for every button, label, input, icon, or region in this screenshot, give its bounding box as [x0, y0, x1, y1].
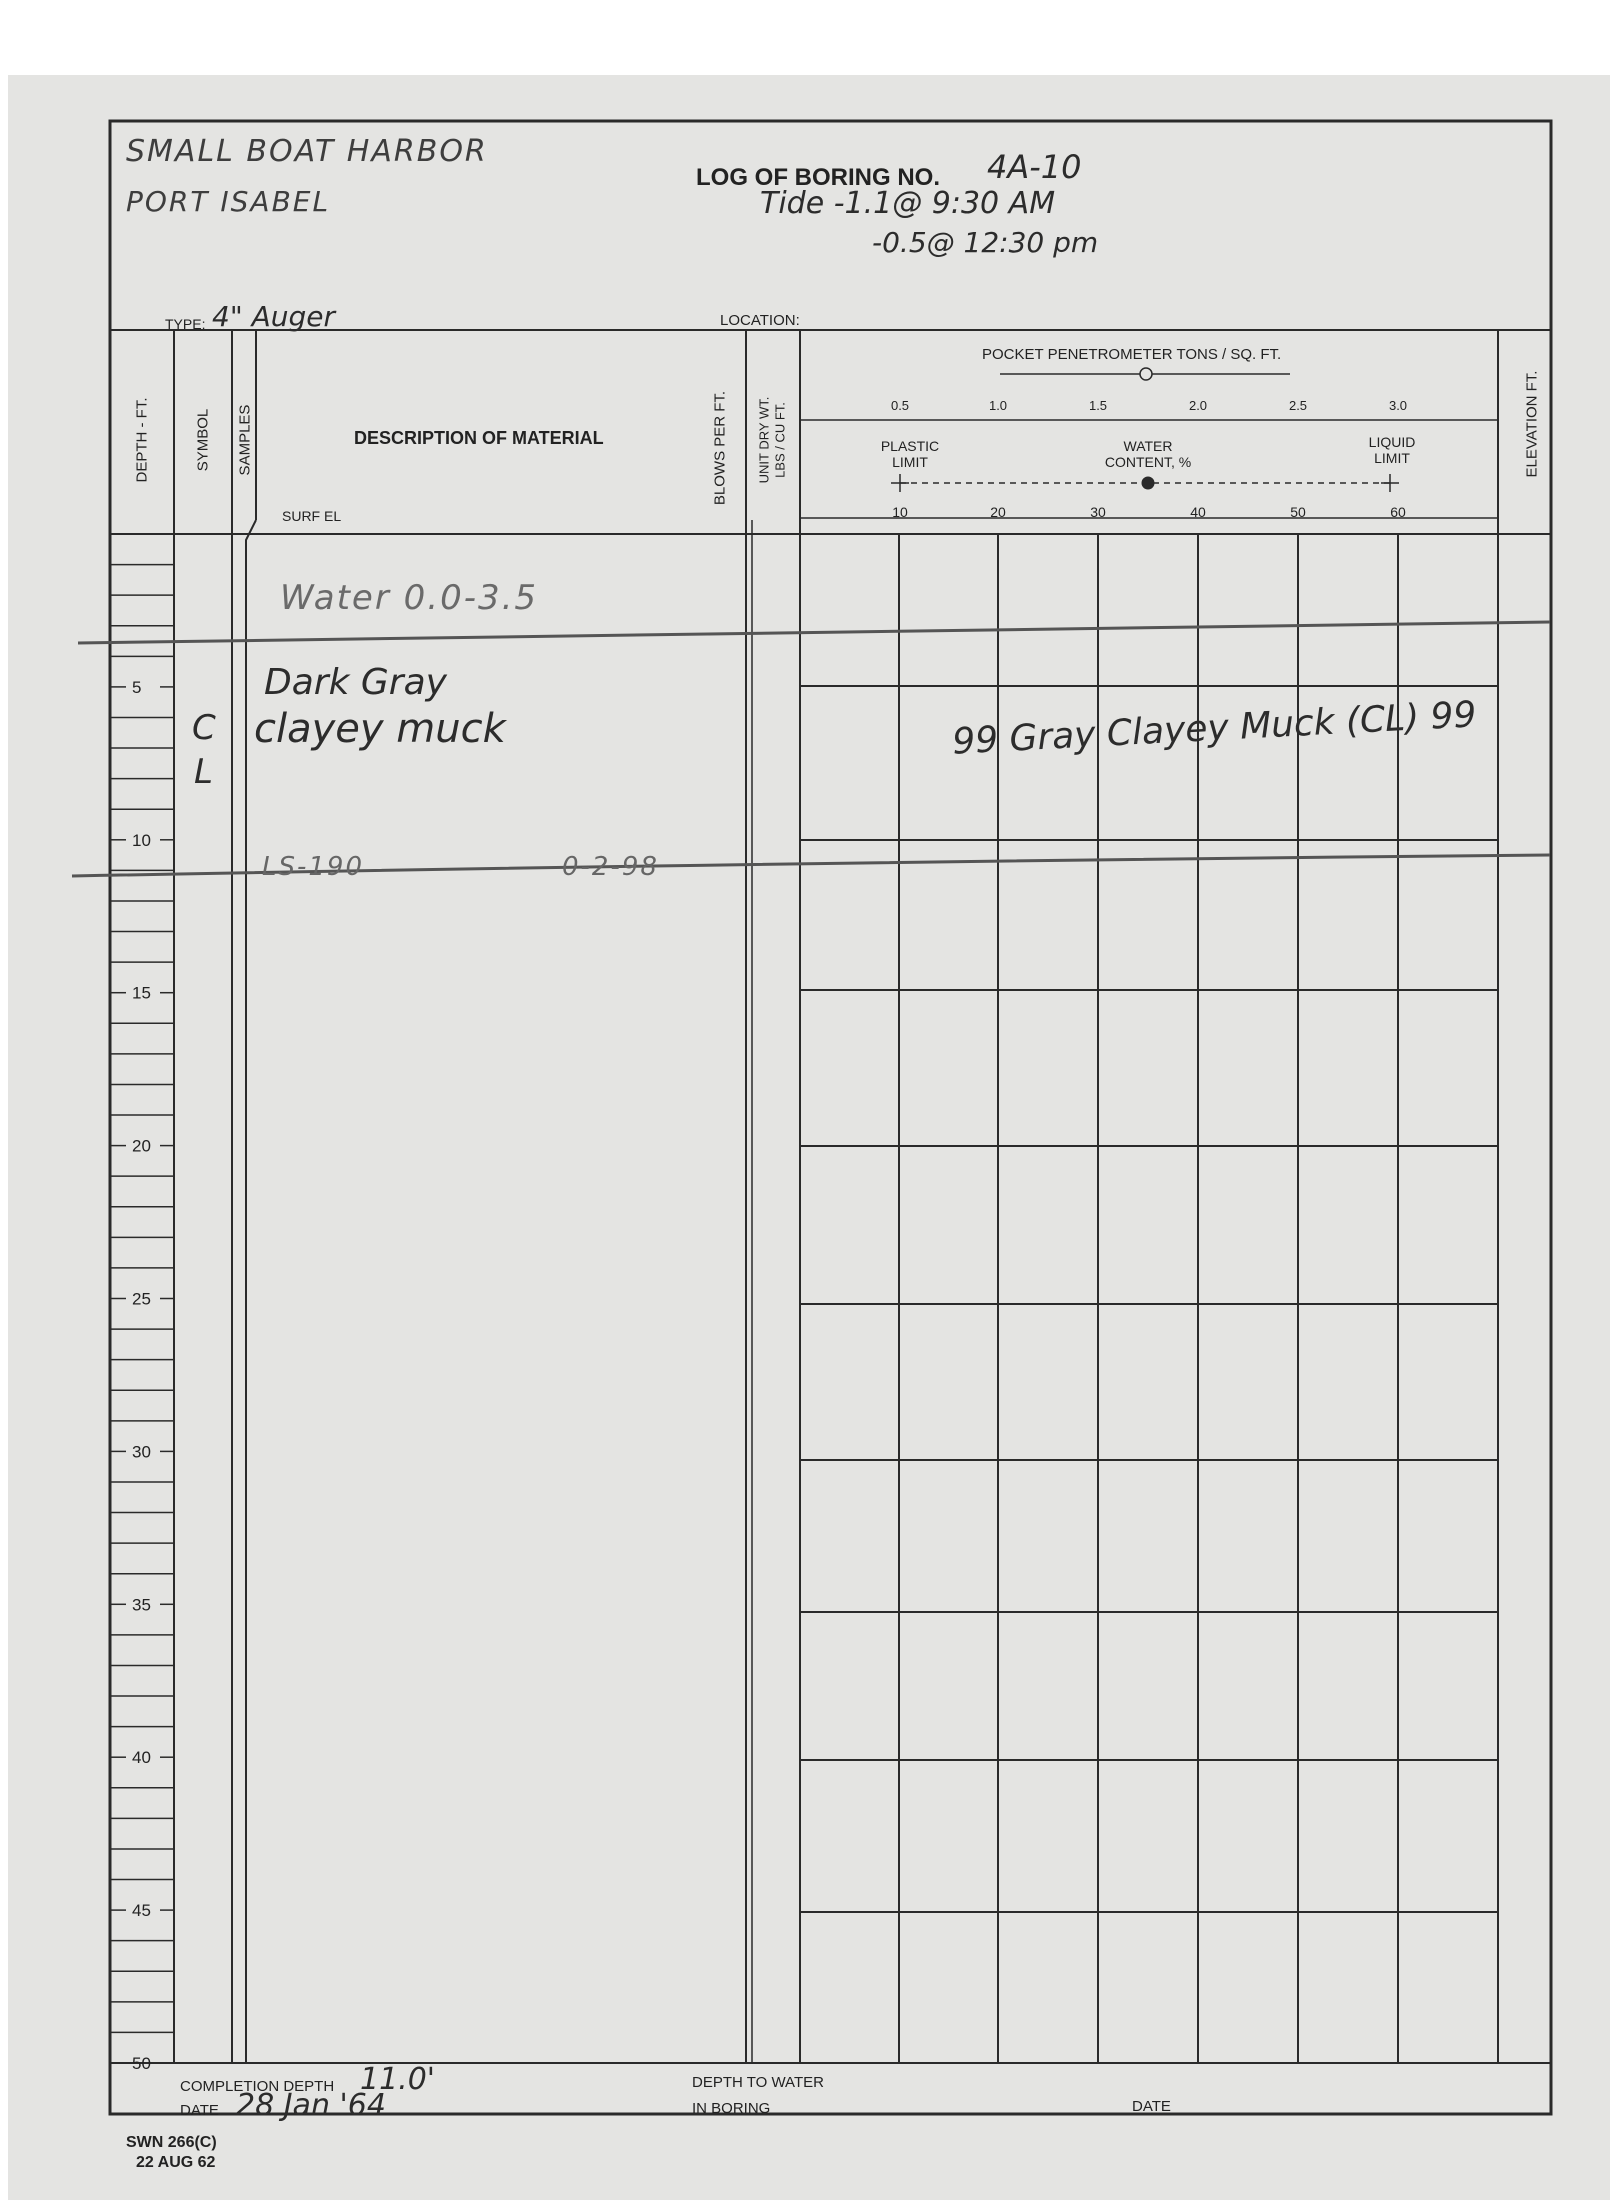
- surface-elevation-label: SURF EL: [282, 508, 342, 524]
- water-content-tick-label: 50: [1290, 504, 1306, 520]
- unit-dry-weight-header: UNIT DRY WT.: [756, 396, 772, 484]
- water-date-label: DATE: [1132, 2098, 1171, 2115]
- penetrometer-tick-label: 2.0: [1188, 398, 1208, 413]
- water-entry: Water 0.0-3.5: [280, 578, 539, 618]
- type-label: TYPE:: [165, 316, 206, 332]
- sample-number: LS-190: [262, 852, 364, 882]
- form-number: SWN 266(C): [126, 2134, 217, 2151]
- water-content-tick-label: 30: [1090, 504, 1106, 520]
- sample-date: 0-2-98: [562, 852, 659, 882]
- plastic-limit-label: PLASTIC LIMIT: [880, 438, 940, 470]
- symbol-c: C: [192, 708, 216, 748]
- completion-depth-value: 11.0': [360, 2062, 436, 2097]
- symbol-l: L: [194, 752, 213, 792]
- tide-note-1: Tide -1.1@ 9:30 AM: [760, 186, 1056, 221]
- elevation-column-header: ELEVATION FT.: [1523, 370, 1541, 478]
- depth-tick-label: 35: [132, 1595, 151, 1615]
- depth-to-water-label-2: IN BORING: [692, 2100, 771, 2117]
- depth-tick-label: 25: [132, 1289, 151, 1309]
- tide-note-2: -0.5@ 12:30 pm: [872, 226, 1099, 259]
- water-content-tick-label: 60: [1390, 504, 1406, 520]
- symbol-column-header: SYMBOL: [194, 408, 212, 472]
- depth-tick-label: 50: [132, 2054, 151, 2073]
- depth-tick-label: 20: [132, 1136, 151, 1156]
- description-line-1: Dark Gray: [264, 662, 447, 703]
- depth-tick-label: 40: [132, 1748, 151, 1768]
- description-column-header: DESCRIPTION OF MATERIAL: [354, 428, 604, 448]
- depth-tick-label: 30: [132, 1442, 151, 1462]
- depth-to-water-label: DEPTH TO WATER: [692, 2074, 824, 2091]
- type-value: 4" Auger: [212, 300, 336, 333]
- project-location: PORT ISABEL: [126, 185, 331, 218]
- depth-tick-label: 5: [132, 677, 142, 697]
- date-value: 28 Jan '64: [236, 2088, 386, 2123]
- depth-column-header: DEPTH - FT.: [133, 397, 151, 483]
- penetrometer-tick-label: 1.0: [988, 398, 1008, 413]
- description-line-2: clayey muck: [254, 706, 506, 752]
- date-label: DATE: [180, 2102, 219, 2119]
- water-content-tick-label: 10: [892, 504, 908, 520]
- samples-column-header: SAMPLES: [236, 404, 254, 476]
- depth-tick-label: 15: [132, 983, 151, 1003]
- water-content-tick-label: 40: [1190, 504, 1206, 520]
- depth-tick-label: 45: [132, 1901, 151, 1921]
- penetrometer-header: POCKET PENETROMETER TONS / SQ. FT.: [982, 346, 1282, 363]
- form-date: 22 AUG 62: [136, 2154, 216, 2171]
- project-name: SMALL BOAT HARBOR: [126, 134, 488, 169]
- depth-tick-label: 10: [132, 830, 151, 850]
- water-content-label: WATER CONTENT, %: [1104, 438, 1192, 470]
- liquid-limit-label: LIQUID LIMIT: [1368, 434, 1416, 466]
- water-content-tick-label: 20: [990, 504, 1006, 520]
- boring-number: 4A-10: [987, 148, 1082, 186]
- graph-annotation: 99 Gray Clayey Muck (CL) 99: [951, 694, 1478, 763]
- penetrometer-tick-label: 3.0: [1388, 398, 1408, 413]
- unit-dry-weight-units: LBS / CU FT.: [772, 402, 788, 478]
- penetrometer-tick-label: 0.5: [890, 398, 910, 413]
- completion-depth-label: COMPLETION DEPTH: [180, 2078, 335, 2095]
- form-title: LOG OF BORING NO.: [696, 164, 940, 191]
- blows-column-header: BLOWS PER FT.: [711, 390, 729, 506]
- penetrometer-tick-label: 1.5: [1088, 398, 1108, 413]
- location-label: LOCATION:: [720, 312, 800, 329]
- penetrometer-tick-label: 2.5: [1288, 398, 1308, 413]
